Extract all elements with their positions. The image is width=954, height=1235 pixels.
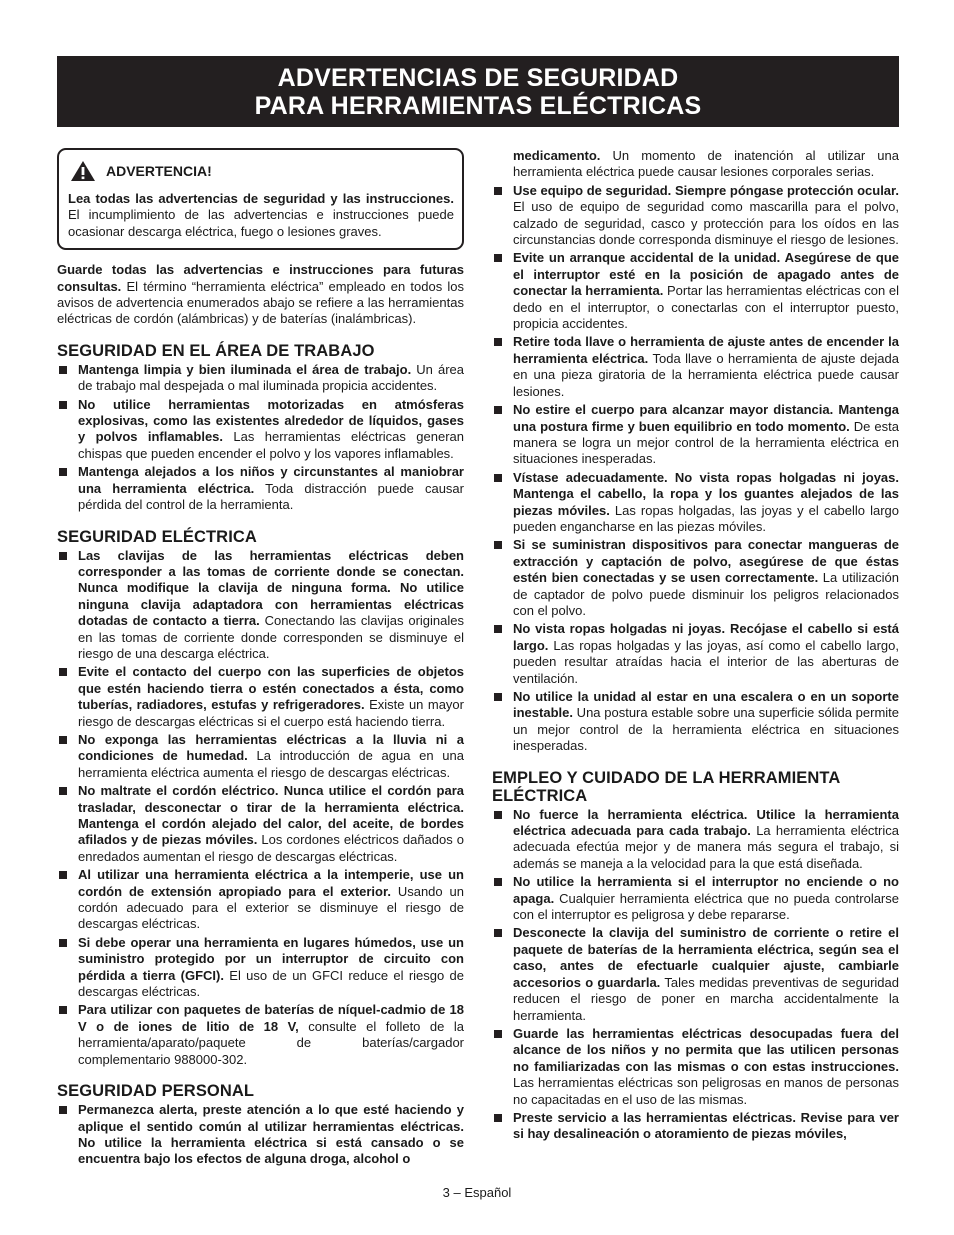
section-heading-personal: SEGURIDAD PERSONAL xyxy=(57,1082,255,1101)
bullet-icon xyxy=(494,254,502,262)
section-heading-electrical: SEGURIDAD ELÉCTRICA xyxy=(57,527,257,546)
page-title-line-2: PARA HERRAMIENTAS ELÉCTRICAS xyxy=(254,91,702,120)
right-column xyxy=(492,148,899,1145)
list-item: Preste servicio a las herramientas eléctricas. Revise para ver si hay desalineación o atoramiento de piezas móviles, xyxy=(492,1110,899,1143)
section-heading-work-area: SEGURIDAD EN EL ÁREA DE TRABAJO xyxy=(57,341,375,360)
bullet-icon xyxy=(494,625,502,633)
bullet-icon xyxy=(494,878,502,886)
bullet-icon xyxy=(59,939,67,947)
list-item: Guarde las herramientas eléctricas desocupadas fuera del alcance de los niños y no permita que las utilicen personas no familiarizadas con las mismas o con estas instrucciones. Las herramientas eléctricas son peligrosas en manos de personas no capacitadas en el uso de las mismas. xyxy=(492,1026,899,1108)
list-item: No estire el cuerpo para alcanzar mayor distancia. Mantenga una postura firme y buen equilibrio en todo momento. De esta manera se logra un mejor control de la herramienta eléctrica en situaciones inesperadas. xyxy=(492,402,899,468)
list-item: Evite un arranque accidental de la unidad. Asegúrese de que el interruptor esté en la posición de apagado antes de conectar la herramienta. Portar las herramientas eléctricas con el dedo en el interruptor, o conectarlas con el interruptor puesto, propicia accidentes. xyxy=(492,250,899,332)
page-header xyxy=(57,56,899,127)
list-item: Si debe operar una herramienta en lugares húmedos, use un suministro protegido por un interruptor de circuito con pérdida a tierra (GFCI). El uso de un GFCI reduce el riesgo de descargas eléctricas. xyxy=(57,935,464,1001)
bullet-icon xyxy=(494,338,502,346)
list-item: No maltrate el cordón eléctrico. Nunca utilice el cordón para trasladar, desconectar o tirar de la herramienta eléctrica. Mantenga el cordón alejado del calor, del aceite, de bordes afilados y de piezas móviles. Los cordones eléctricos dañados o enredados aumentan el riesgo de descargas eléctricas. xyxy=(57,783,464,865)
section-heading-tool-use: EMPLEO Y CUIDADO DE LA HERRAMIENTA ELÉCTRICA xyxy=(492,768,840,805)
warning-triangle-icon xyxy=(70,160,96,182)
work-area-list xyxy=(57,362,464,514)
list-item: Retire toda llave o herramienta de ajuste antes de encender la herramienta eléctrica. Toda llave o herramienta de ajuste dejada en una pieza giratoria de la herramienta eléctrica puede causar lesiones. xyxy=(492,334,899,400)
list-item: No exponga las herramientas eléctricas a la lluvia ni a condiciones de humedad. La introducción de agua en una herramienta eléctrica aumenta el riesgo de descargas eléctricas. xyxy=(57,732,464,781)
list-item: No fuerce la herramienta eléctrica. Utilice la herramienta eléctrica adecuada para cada trabajo. La herramienta eléctrica adecuada efectúa mejor y de manera más segura el trabajo, si además se maneja a la velocidad para la que está diseñada. xyxy=(492,807,899,873)
bullet-icon xyxy=(59,871,67,879)
bullet-icon xyxy=(494,541,502,549)
continued-item: medicamento. Un momento de inatención al utilizar una herramienta eléctrica puede causar lesiones corporales serias. xyxy=(513,148,899,180)
bullet-icon xyxy=(59,1106,67,1114)
tool-use-list xyxy=(492,807,899,1143)
bullet-icon xyxy=(59,468,67,476)
bullet-icon xyxy=(494,1114,502,1122)
bullet-icon xyxy=(494,406,502,414)
warning-text: Lea todas las advertencias de seguridad y las instrucciones. El incumplimiento de las advertencias e instrucciones puede ocasionar descarga eléctrica, fuego o lesiones graves. xyxy=(68,191,454,239)
bullet-icon xyxy=(494,1030,502,1038)
bullet-icon xyxy=(59,736,67,744)
bullet-icon xyxy=(59,668,67,676)
page-footer: 3 – Español xyxy=(442,1185,512,1200)
list-item: Las clavijas de las herramientas eléctricas deben corresponder a las tomas de corriente donde se conectan. Nunca modifique la clavija de ninguna forma. No utilice ninguna clavija adaptadora con herramientas eléctricas dotadas de contacto a tierra. Conectando las clavijas originales en las tomas de corriente donde corresponden se disminuye el riesgo de una descarga eléctrica. xyxy=(57,548,464,663)
list-item: No utilice la herramienta si el interruptor no enciende o no apaga. Cualquier herramienta eléctrica que no pueda controlarse con el interruptor es peligrosa y debe repararse. xyxy=(492,874,899,923)
bullet-icon xyxy=(59,787,67,795)
list-item: Para utilizar con paquetes de baterías de níquel-cadmio de 18 V o de iones de litio de 18 V, consulte el folleto de la herramienta/aparato/paquete de baterías/cargador complementario 988000-302. xyxy=(57,1002,464,1068)
personal-list xyxy=(57,1102,464,1168)
left-column xyxy=(57,148,464,1170)
bullet-icon xyxy=(59,401,67,409)
bullet-icon xyxy=(494,474,502,482)
bullet-icon xyxy=(59,1006,67,1014)
bullet-icon xyxy=(494,187,502,195)
bullet-icon xyxy=(494,929,502,937)
list-item: Si se suministran dispositivos para conectar mangueras de extracción y captación de polvo, asegúrese de que éstas estén bien conectadas y se usen correctamente. La utilización de captador de polvo puede disminuir los peligros relacionados con el polvo. xyxy=(492,537,899,619)
list-item: Mantenga limpia y bien iluminada el área de trabajo. Un área de trabajo mal despejada o mal iluminada propicia accidentes. xyxy=(57,362,464,395)
warning-title: ADVERTENCIA! xyxy=(106,162,212,179)
electrical-list xyxy=(57,548,464,1069)
list-item: Permanezca alerta, preste atención a lo que esté haciendo y aplique el sentido común al utilizar herramientas eléctricas. No utilice la herramienta eléctrica si está cansado o se encuentra bajo los efectos de alguna droga, alcohol o xyxy=(57,1102,464,1168)
list-item: Vístase adecuadamente. No vista ropas holgadas ni joyas. Mantenga el cabello, la ropa y los guantes alejados de las piezas móviles. Las ropas holgadas, las joyas y el cabello largo pueden engancharse en las piezas móviles. xyxy=(492,470,899,536)
list-item: Al utilizar una herramienta eléctrica a la intemperie, use un cordón de extensión apropiado para el exterior. Usando un cordón adecuado para el exterior se disminuye el riesgo de descargas eléctricas. xyxy=(57,867,464,933)
list-item: No vista ropas holgadas ni joyas. Recójase el cabello si está largo. Las ropas holgadas y las joyas, así como el cabello largo, pueden resultar atraídas hacia el interior de las aberturas de ventilación. xyxy=(492,621,899,687)
bullet-icon xyxy=(494,811,502,819)
intro-paragraph: Guarde todas las advertencias e instrucciones para futuras consultas. El término “herramienta eléctrica” empleado en todos los avisos de advertencia enumerados abajo se refiere a las herramientas eléctricas de cordón (alámbricas) y de baterías (inalámbricas). xyxy=(57,262,464,327)
bullet-icon xyxy=(494,693,502,701)
list-item: Desconecte la clavija del suministro de corriente o retire el paquete de baterías de la herramienta eléctrica, según sea el caso, antes de efectuarle cualquier ajuste, cambiarle accesorios o guardarla. Tales medidas preventivas de seguridad reducen el riesgo de poner en marcha accidentalmente la herramienta. xyxy=(492,925,899,1023)
list-item: Use equipo de seguridad. Siempre póngase protección ocular. El uso de equipo de seguridad como mascarilla para el polvo, calzado de seguridad, casco y protección para los oídos en las circunstancias donde corresponda disminuye el riesgo de lesiones. xyxy=(492,183,899,249)
bullet-icon xyxy=(59,366,67,374)
list-item: No utilice herramientas motorizadas en atmósferas explosivas, como las existentes alrededor de líquidos, gases y polvos inflamables. Las herramientas eléctricas generan chispas que pueden encender el polvo y los vapores inflamables. xyxy=(57,397,464,463)
list-item: Evite el contacto del cuerpo con las superficies de objetos que estén haciendo tierra o estén conectados a ésta, como tuberías, radiadores, estufas y refrigeradores. Existe un mayor riesgo de descargas eléctricas si el cuerpo está haciendo tierra. xyxy=(57,664,464,730)
warning-heading xyxy=(68,160,454,182)
bullet-icon xyxy=(59,552,67,560)
warning-box xyxy=(57,148,464,250)
page-title-line-1: ADVERTENCIAS DE SEGURIDAD xyxy=(277,63,679,92)
list-item: Mantenga alejados a los niños y circunstantes al maniobrar una herramienta eléctrica. Toda distracción puede causar pérdida del control de la herramienta. xyxy=(57,464,464,513)
list-item: No utilice la unidad al estar en una escalera o en un soporte inestable. Una postura estable sobre una superficie sólida permite un mejor control de la herramienta eléctrica en situaciones inesperadas. xyxy=(492,689,899,755)
personal-list-continued xyxy=(492,183,899,755)
